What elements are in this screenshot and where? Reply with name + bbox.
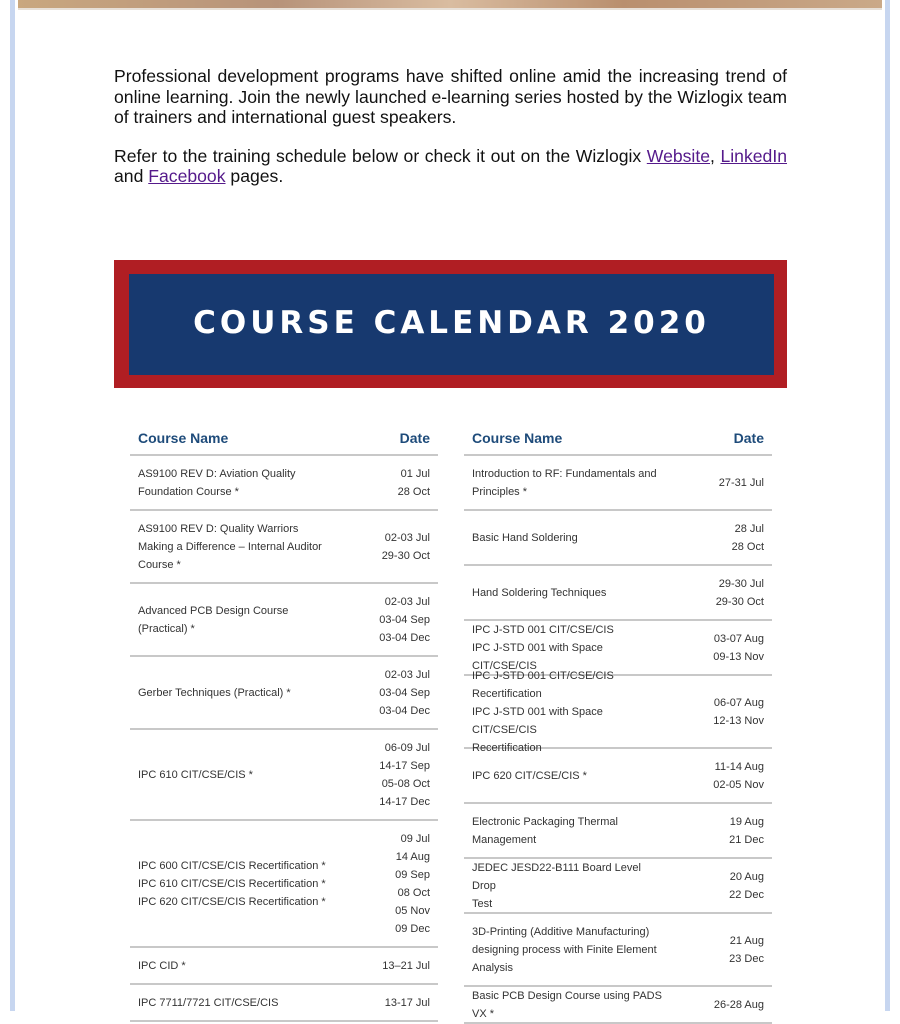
website-link[interactable]: Website — [646, 145, 711, 166]
intro-paragraph: Professional development programs have shifted online amid the increasing trend of online learning. Join the newly launched e-learning series hosted by the Wizlogix team of trainers and international guest speakers. — [114, 66, 787, 127]
course-name — [138, 520, 328, 574]
course-date: 22 Dec — [729, 888, 764, 901]
course-name-line: IPC 620 CIT/CSE/CIS Recertification * — [138, 895, 326, 908]
course-dates — [732, 520, 764, 556]
course-row — [464, 804, 772, 859]
course-name-line: Recertification — [472, 741, 542, 754]
course-name-line: Basic Hand Soldering — [472, 531, 578, 544]
course-row — [130, 584, 438, 657]
course-table-right — [464, 418, 772, 1024]
course-date: 11-14 Aug — [714, 760, 764, 773]
course-name-line: IPC 610 CIT/CSE/CIS * — [138, 768, 253, 781]
course-dates — [395, 830, 430, 938]
course-name — [472, 813, 662, 849]
course-date: 19 Aug — [729, 815, 764, 828]
course-dates — [382, 957, 430, 975]
course-date: 02-03 Jul — [384, 668, 430, 681]
course-name-line: IPC J-STD 001 CIT/CSE/CIS — [472, 623, 614, 636]
course-row — [464, 914, 772, 987]
course-date: 03-07 Aug — [713, 632, 764, 645]
course-name-line: IPC CID * — [138, 959, 186, 972]
course-name-line: Basic PCB Design Course using PADS VX * — [472, 989, 662, 1020]
course-calendar-banner — [114, 260, 787, 388]
course-name-line: (Practical) * — [138, 622, 195, 635]
course-row — [464, 456, 772, 511]
facebook-link[interactable]: Facebook — [148, 166, 226, 186]
course-name-line: IPC 620 CIT/CSE/CIS * — [472, 769, 587, 782]
course-row — [130, 456, 438, 511]
course-dates — [713, 694, 764, 730]
course-dates — [398, 465, 430, 501]
course-date: 28 Oct — [731, 540, 764, 553]
course-row — [130, 511, 438, 584]
course-dates — [379, 593, 430, 647]
course-dates — [729, 813, 764, 849]
course-dates — [729, 932, 764, 968]
course-name — [138, 957, 328, 975]
course-name-line: Principles * — [472, 485, 528, 498]
course-date: 13–21 Jul — [382, 959, 430, 972]
course-name-line: IPC J-STD 001 with Space CIT/CSE/CIS — [472, 705, 603, 736]
course-name-header: Course Name — [472, 430, 563, 446]
course-date: 03-04 Sep — [379, 613, 430, 626]
course-name-line: Gerber Techniques (Practical) * — [138, 686, 291, 699]
course-name-line: Electronic Packaging Thermal Management — [472, 815, 618, 846]
course-name-line: IPC 610 CIT/CSE/CIS Recertification * — [138, 877, 326, 890]
date-header: Date — [399, 430, 430, 446]
course-date: 09 Jul — [400, 832, 430, 845]
course-date: 27-31 Jul — [718, 476, 764, 489]
course-date: 29-30 Oct — [381, 549, 430, 562]
course-name-line: IPC 7711/7721 CIT/CSE/CIS — [138, 996, 279, 1009]
course-name — [138, 857, 328, 911]
course-name — [472, 767, 662, 785]
course-date: 06-07 Aug — [713, 696, 764, 709]
course-name-line: IPC J-STD 001 CIT/CSE/CIS Recertification — [472, 669, 614, 700]
table-body — [464, 456, 772, 1024]
course-name — [472, 584, 662, 602]
course-row — [464, 566, 772, 621]
schedule-paragraph — [114, 146, 787, 187]
course-name-line: Advanced PCB Design Course — [138, 604, 289, 617]
banner-inner-panel — [129, 274, 774, 375]
course-name — [472, 859, 662, 913]
course-name-line: Course * — [138, 558, 181, 571]
course-row — [464, 987, 772, 1024]
pages-text: pages. — [225, 166, 284, 186]
course-date: 21 Dec — [729, 833, 764, 846]
course-row — [464, 669, 772, 754]
course-dates — [379, 666, 430, 720]
course-name-line: IPC 600 CIT/CSE/CIS Recertification * — [138, 859, 326, 872]
course-row — [464, 511, 772, 566]
course-date: 23 Dec — [729, 952, 764, 965]
table-header — [130, 418, 438, 456]
course-name — [472, 923, 662, 977]
right-border — [885, 0, 890, 1011]
course-date: 14-17 Sep — [379, 759, 430, 772]
schedule-text: Refer to the training schedule below or check it out on the Wizlogix — [114, 145, 647, 166]
and-text: and — [114, 166, 149, 186]
course-name — [472, 529, 662, 547]
course-name-line: Hand Soldering Techniques — [472, 586, 607, 599]
course-name-line: AS9100 REV D: Quality Warriors — [138, 522, 299, 535]
course-name — [138, 465, 328, 501]
course-name — [472, 465, 662, 501]
intro-text — [114, 66, 787, 205]
course-date: 12-13 Nov — [713, 714, 764, 727]
course-name-line: JEDEC JESD22-B111 Board Level Drop — [472, 861, 641, 892]
course-name — [138, 994, 328, 1012]
course-dates — [716, 575, 764, 611]
linkedin-link[interactable]: LinkedIn — [720, 145, 787, 166]
course-name-header: Course Name — [138, 430, 229, 446]
course-row — [130, 821, 438, 948]
course-date: 06-09 Jul — [384, 741, 430, 754]
course-row — [130, 730, 438, 821]
course-date: 20 Aug — [729, 870, 764, 883]
course-name-line: Making a Difference – Internal Auditor — [138, 540, 322, 553]
banner-title: COURSE CALENDAR 2020 — [193, 304, 710, 341]
course-name-line: AS9100 REV D: Aviation Quality — [138, 467, 296, 480]
course-dates — [382, 529, 430, 565]
course-name — [472, 667, 662, 757]
course-row — [130, 948, 438, 985]
course-date: 29-30 Jul — [718, 577, 764, 590]
course-date: 03-04 Dec — [379, 704, 430, 717]
course-name-line: 3D-Printing (Additive Manufacturing) — [472, 925, 650, 938]
course-name — [472, 987, 662, 1023]
table-body — [130, 456, 438, 1022]
course-date: 13-17 Jul — [384, 996, 430, 1009]
course-row — [130, 985, 438, 1022]
course-date: 09 Dec — [395, 922, 430, 935]
course-date: 03-04 Sep — [379, 686, 430, 699]
course-date: 09-13 Nov — [713, 650, 764, 663]
course-date: 02-03 Jul — [384, 531, 430, 544]
course-name-line: Introduction to RF: Fundamentals and — [472, 467, 657, 480]
course-name — [138, 766, 328, 784]
course-dates — [713, 758, 764, 794]
table-header — [464, 418, 772, 456]
course-date: 05-08 Oct — [381, 777, 430, 790]
course-date: 21 Aug — [729, 934, 764, 947]
course-row — [130, 657, 438, 730]
left-border — [10, 0, 15, 1011]
course-date: 08 Oct — [397, 886, 430, 899]
course-name-line: Analysis — [472, 961, 513, 974]
course-date: 05 Nov — [395, 904, 430, 917]
course-date: 26-28 Aug — [713, 998, 764, 1011]
course-date: 14 Aug — [395, 850, 430, 863]
course-dates — [385, 994, 430, 1012]
course-row — [464, 859, 772, 914]
course-date: 02-05 Nov — [713, 778, 764, 791]
course-date: 14-17 Dec — [379, 795, 430, 808]
course-date: 28 Jul — [734, 522, 764, 535]
course-date: 02-03 Jul — [384, 595, 430, 608]
date-header: Date — [733, 430, 764, 446]
course-name-line: Test — [472, 897, 493, 910]
course-name-line: IPC J-STD 001 with Space CIT/CSE/CIS — [472, 641, 603, 672]
course-date: 01 Jul — [400, 467, 430, 480]
course-dates — [713, 630, 764, 666]
course-row — [464, 749, 772, 804]
course-date: 29-30 Oct — [715, 595, 764, 608]
course-dates — [729, 868, 764, 904]
course-name-line: designing process with Finite Element — [472, 943, 657, 956]
course-date: 28 Oct — [397, 485, 430, 498]
course-table-left — [130, 418, 438, 1022]
separator-text: , — [710, 145, 721, 166]
hero-image-strip — [18, 0, 882, 8]
course-dates — [719, 474, 764, 492]
course-dates — [379, 739, 430, 811]
course-date: 09 Sep — [395, 868, 430, 881]
course-date: 03-04 Dec — [379, 631, 430, 644]
course-name — [138, 684, 328, 702]
course-name-line: Foundation Course * — [138, 485, 239, 498]
course-name — [138, 602, 328, 638]
